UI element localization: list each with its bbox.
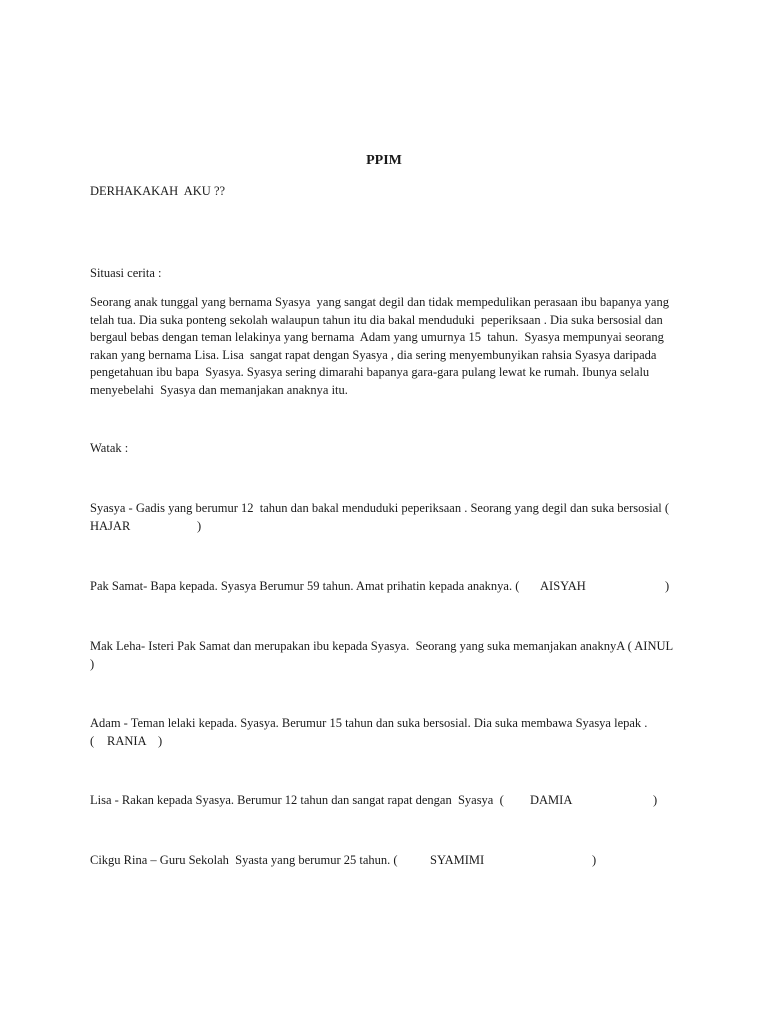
character-close-paren: ): [653, 793, 658, 807]
character-actor: RANIA: [107, 733, 147, 748]
document-subtitle: DERHAKAKAH AKU ??: [90, 184, 226, 198]
situasi-line: menyebelahi Syasya dan memanjakan anaknya itu.: [90, 382, 348, 397]
situasi-line: pengetahuan ibu bapa Syasya. Syasya sering dimarahi bapanya gara-gara pulang lewat ke rumah. Ibunya selalu: [90, 365, 650, 379]
character-close-paren: ): [90, 656, 95, 671]
character-entry-syasya: [90, 500, 690, 535]
character-actor: HAJAR: [90, 518, 131, 533]
situasi-heading: Situasi cerita :: [90, 266, 162, 280]
character-actor: DAMIA: [530, 793, 573, 807]
character-close-paren: ): [197, 518, 202, 533]
situasi-paragraph: [90, 294, 690, 399]
character-entry-lisa: [90, 792, 690, 810]
character-entry-cikgu-rina: [90, 852, 690, 870]
character-description: Lisa - Rakan kepada Syasya. Berumur 12 tahun dan sangat rapat dengan Syasya (: [90, 793, 504, 807]
character-close-paren: ): [592, 853, 597, 867]
character-actor: SYAMIMI: [430, 853, 485, 867]
character-description: Pak Samat- Bapa kepada. Syasya Berumur 59 tahun. Amat prihatin kepada anaknya. (: [90, 579, 520, 593]
situasi-line: telah tua. Dia suka ponteng sekolah walaupun tahun itu dia bakal menduduki peperiksaan . Dia suka bersosial dan: [90, 312, 663, 327]
character-entry-pak-samat: [90, 578, 690, 596]
character-description: Mak Leha- Isteri Pak Samat dan merupakan ibu kepada Syasya. Seorang yang suka memanjakan anaknyA ( AINUL: [90, 639, 674, 653]
character-open-paren: (: [90, 733, 95, 748]
document-title: PPIM: [366, 153, 402, 168]
character-description: Adam - Teman lelaki kepada. Syasya. Berumur 15 tahun dan suka bersosial. Dia suka membawa Syasya lepak .: [90, 716, 648, 730]
character-close-paren: ): [665, 579, 670, 593]
character-entry-mak-leha: [90, 638, 690, 673]
situasi-line: rakan yang bernama Lisa. Lisa sangat rapat dengan Syasya , dia sering menyembunyikan rahsia Syasya daripada: [90, 347, 657, 362]
character-close-paren: ): [158, 733, 163, 748]
character-actor: AISYAH: [540, 579, 586, 593]
situasi-line: bergaul bebas dengan teman lelakinya yang bernama Adam yang umurnya 15 tahun. Syasya mempunyai seorang: [90, 330, 664, 344]
situasi-line: Seorang anak tunggal yang bernama Syasya yang sangat degil dan tidak mempedulikan perasaan ibu bapanya yang: [90, 295, 669, 309]
watak-heading: Watak :: [90, 441, 129, 455]
character-description: Cikgu Rina – Guru Sekolah Syasta yang berumur 25 tahun. (: [90, 853, 398, 867]
character-description: Syasya - Gadis yang berumur 12 tahun dan bakal menduduki peperiksaan . Seorang yang degil dan suka bersosial (: [90, 501, 670, 515]
character-entry-adam: [90, 715, 690, 750]
